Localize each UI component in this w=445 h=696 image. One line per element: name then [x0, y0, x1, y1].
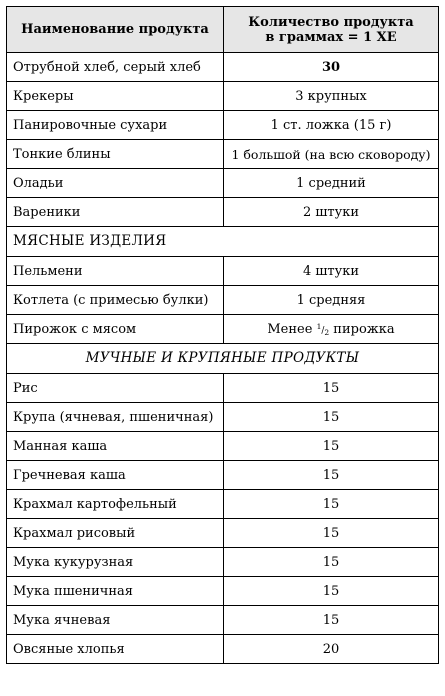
product-value: 1 большой (на всю сковороду): [224, 140, 439, 169]
table-row: [7, 286, 439, 315]
product-value: 1 средний: [224, 169, 439, 198]
product-value: 2 штуки: [224, 198, 439, 227]
table-row: [7, 577, 439, 606]
table-row: [7, 169, 439, 198]
section-title-meat: МЯСНЫЕ ИЗДЕЛИЯ: [7, 227, 439, 257]
table-row: [7, 519, 439, 548]
header-quantity: [224, 7, 439, 53]
product-value: 20: [224, 635, 439, 664]
table-container: [6, 6, 438, 664]
product-name: Мука ячневая: [7, 606, 224, 635]
product-value: 1 ст. ложка (15 г): [224, 111, 439, 140]
product-name: Рис: [7, 374, 224, 403]
table-row: [7, 140, 439, 169]
bread-units-table: [6, 6, 439, 664]
product-name: Отрубной хлеб, серый хлеб: [7, 53, 224, 82]
product-value: [224, 315, 439, 344]
header-quantity-line1: Количество продукта: [248, 14, 414, 30]
product-name: Пельмени: [7, 257, 224, 286]
product-value: 3 крупных: [224, 82, 439, 111]
product-name: Котлета (с примесью булки): [7, 286, 224, 315]
product-value: 15: [224, 577, 439, 606]
product-value: 15: [224, 548, 439, 577]
section-row-flour: [7, 344, 439, 374]
table-row: [7, 403, 439, 432]
product-name: Панировочные сухари: [7, 111, 224, 140]
product-value: 4 штуки: [224, 257, 439, 286]
table-row: [7, 432, 439, 461]
product-name: Гречневая каша: [7, 461, 224, 490]
section-row-meat: [7, 227, 439, 257]
table-row: [7, 635, 439, 664]
product-value: 30: [224, 53, 439, 82]
product-name: Пирожок с мясом: [7, 315, 224, 344]
table-row: [7, 111, 439, 140]
table-row: [7, 461, 439, 490]
product-name: Овсяные хлопья: [7, 635, 224, 664]
header-quantity-line2: в граммах = 1 ХЕ: [265, 29, 397, 45]
header-product-name: Наименование продукта: [7, 7, 224, 53]
product-value: 15: [224, 606, 439, 635]
product-name: Манная каша: [7, 432, 224, 461]
table-header-row: [7, 7, 439, 53]
fraction: $^1/_2$: [316, 321, 330, 337]
product-value: 15: [224, 490, 439, 519]
product-value: 15: [224, 461, 439, 490]
table-row: [7, 53, 439, 82]
table-row: [7, 198, 439, 227]
product-name: Крахмал картофельный: [7, 490, 224, 519]
value-suffix: пирожка: [329, 321, 395, 337]
product-value: 15: [224, 519, 439, 548]
product-name: Крупа (ячневая, пшеничная): [7, 403, 224, 432]
product-name: Оладьи: [7, 169, 224, 198]
product-value: 15: [224, 432, 439, 461]
product-value: 15: [224, 374, 439, 403]
product-name: Крахмал рисовый: [7, 519, 224, 548]
table-row: [7, 490, 439, 519]
product-value: 15: [224, 403, 439, 432]
product-name: Мука пшеничная: [7, 577, 224, 606]
table-row: [7, 82, 439, 111]
section-title-flour: МУЧНЫЕ И КРУПЯНЫЕ ПРОДУКТЫ: [7, 344, 439, 374]
product-name: Мука кукурузная: [7, 548, 224, 577]
table-row: [7, 548, 439, 577]
value-prefix: Менее: [267, 321, 317, 337]
product-name: Крекеры: [7, 82, 224, 111]
fraction-denominator: 2: [324, 327, 330, 337]
table-row: [7, 606, 439, 635]
table-row: [7, 374, 439, 403]
product-name: Вареники: [7, 198, 224, 227]
table-row: [7, 315, 439, 344]
table-row: [7, 257, 439, 286]
product-value: 1 средняя: [224, 286, 439, 315]
fraction-numerator: 1: [316, 321, 322, 331]
product-name: Тонкие блины: [7, 140, 224, 169]
